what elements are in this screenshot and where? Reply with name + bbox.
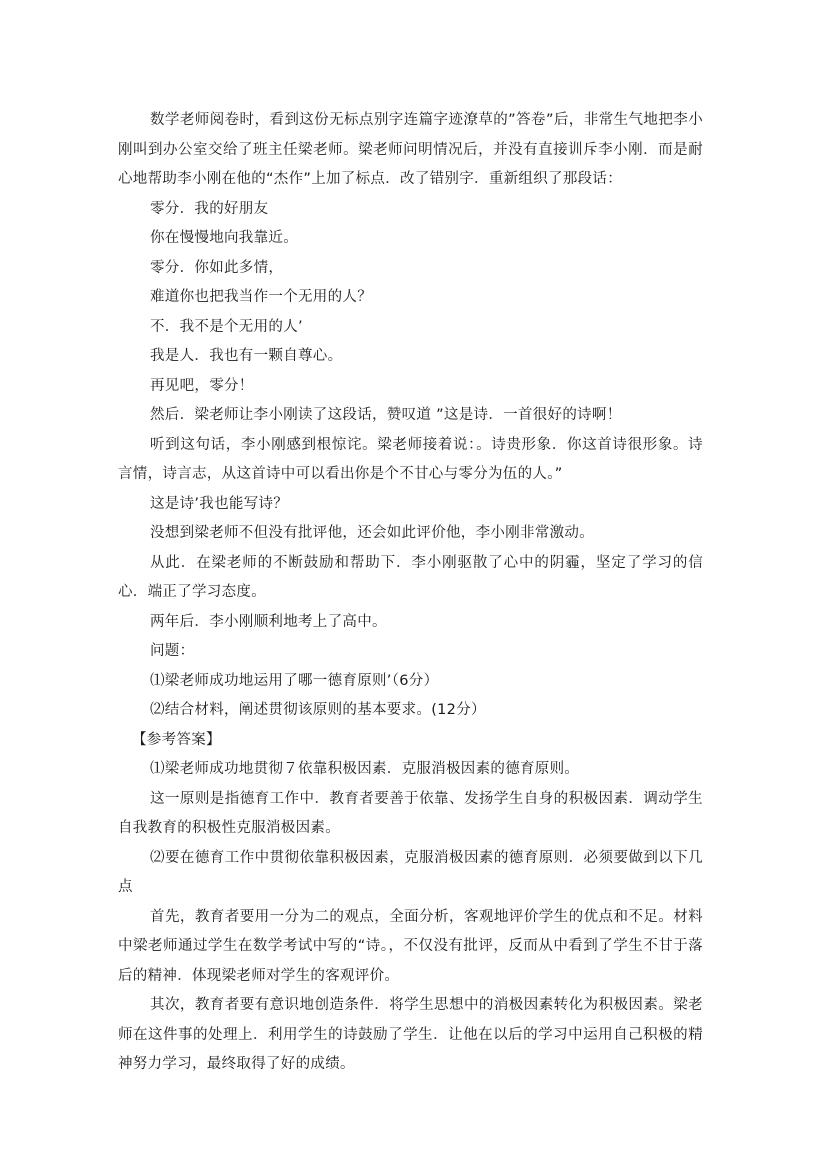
paragraph: 这是诗’我也能写诗？ (150, 495, 289, 512)
poem-line: 再见吧，零分！ (150, 377, 254, 394)
poem-line: 难道你也把我当作一个无用的人？ (150, 289, 372, 305)
poem-line: 我是人．我也有一颗自尊心。 (150, 348, 343, 364)
paragraph: 然后．梁老师让李小刚读了这段话，赞叹道 ”这是诗．一首很好的诗啊！ (150, 407, 622, 423)
question-item: ⑴梁老师成功地运用了哪一德育原则’（6分） (150, 672, 439, 689)
paragraph: 没想到梁老师不但没有批评他，还会如此评价他，李小刚非常激动。 (150, 525, 594, 541)
poem-line: 零分．你如此多情， (150, 259, 284, 276)
question-heading: 问题： (150, 643, 195, 659)
poem-line: 不．我不是个无用的人’ (150, 318, 303, 335)
answer-paragraph: 其次，教育者要有意识地创造条件．将学生思想中的消极因素转化为积极因素。梁老师在这件事的处理上．利用学生的诗鼓励了学生．让他在以后的学习中运用自己积极的精神努力学习，最终取得了好的成绩。 (118, 997, 703, 1072)
document-body (118, 106, 703, 1080)
paragraph: 从此．在梁老师的不断鼓励和帮助下．李小刚驱散了心中的阴霾，坚定了学习的信心．端正了学习态度。 (118, 554, 703, 600)
answer-heading: 【参考答案】 (132, 731, 221, 748)
question-item: ⑵结合材料，阐述贯彻该原则的基本要求。(12分） (150, 702, 486, 718)
answer-paragraph: ⑴梁老师成功地贯彻７依靠积极因素．克服消极因素的德育原则。 (150, 761, 580, 777)
poem-line: 零分．我的好朋友 (150, 200, 269, 217)
paragraph-intro: 数学老师阅卷时，看到这份无标点别字连篇字迹潦草的”答卷”后，非常生气地把李小刚叫到办公室交给了班主任梁老师。梁老师问明情况后，并没有直接训斥李小刚．而是耐心地帮助李小刚在他的“杰作”上加了标点．改了错别字．重新组织了那段话： (118, 112, 703, 187)
answer-paragraph: 这一原则是指德育工作中．教育者要善于依靠、发扬学生自身的积极因素．调动学生自我教育的积极性克服消极因素。 (118, 790, 703, 836)
poem-line: 你在慢慢地向我靠近。 (150, 230, 298, 246)
answer-paragraph: 首先，教育者要用一分为二的观点，全面分析，客观地评价学生的优点和不足。材料中梁老师通过学生在数学考试中写的“诗。，不仅没有批评，反而从中看到了学生不甘于落后的精神．体现梁老师对学生的客观评价。 (118, 908, 703, 984)
answer-paragraph: ⑵要在德育工作中贯彻依靠积极因素，克服消极因素的德育原则．必须要做到以下几点 (118, 849, 703, 895)
paragraph: 两年后．李小刚顺利地考上了高中。 (150, 613, 387, 630)
paragraph: 听到这句话，李小刚感到根惊诧。梁老师接着说：。诗贵形象．你这首诗很形象。诗言情，诗言志，从这首诗中可以看出你是个不甘心与零分为伍的人。” (118, 436, 703, 482)
